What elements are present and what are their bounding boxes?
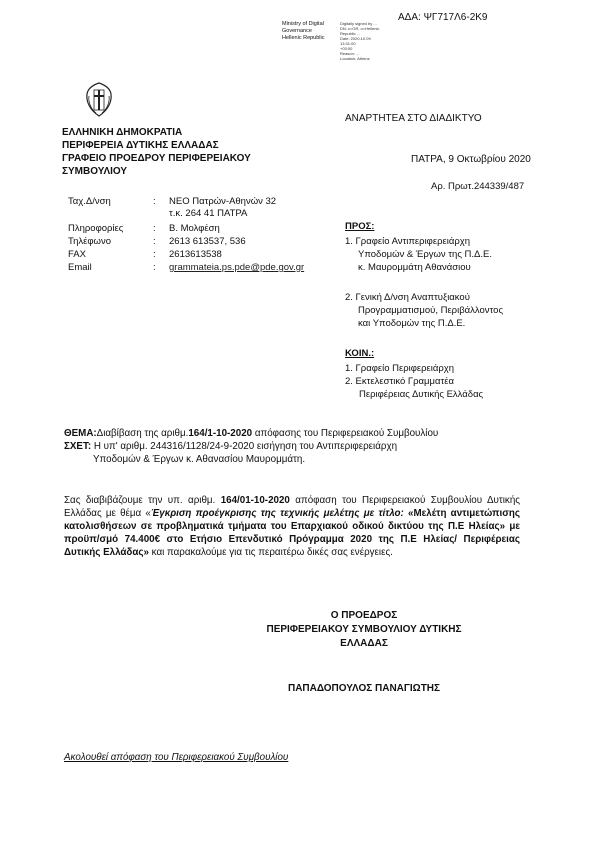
separator: : <box>153 249 156 260</box>
annex-note: Ακολουθεί απόφαση του Περιφερειακού Συμβουλίου <box>64 752 289 763</box>
separator: : <box>153 223 156 234</box>
stamp-line: Governance <box>282 28 312 34</box>
stamp-detail-line: DN: c=GR, o=Hellenic <box>340 26 380 31</box>
separator: : <box>153 262 156 273</box>
body-text-closing: και παρακαλούμε για τις περαιτέρω δικές σας ενέργειες. <box>148 547 393 558</box>
cc-item-2-line-1: 2. Εκτελεστικό Γραμματέα <box>345 376 454 387</box>
signature-stamp-issuer <box>282 21 338 42</box>
stamp-detail-line: Date: 2020.10.09 <box>340 36 371 41</box>
subject-decision-number: 164/1-10-2020 <box>188 428 253 439</box>
body-text-1: Σας διαβιβάζουμε την υπ. αριθμ. <box>64 495 221 506</box>
protocol-number: Αρ. Πρωτ.244339/487 <box>431 181 525 192</box>
greek-emblem-icon <box>84 82 114 118</box>
stamp-detail-line: +03:00 <box>340 46 353 51</box>
address-value-2: τ.κ. 264 41 ΠΑΤΡΑ <box>169 208 248 219</box>
recipient-2-line-3: και Υποδομών της Π.Δ.Ε. <box>358 318 466 329</box>
body-study-title: «Μελέτη αντιμετώπισης κατολισθήσεων σε προβληματικά τμήματα του Επαρχιακού οδικού δικτύου της Π.Ε Ηλείας» με προϋπ/σμό 74.400€ στο Ετήσιο Επενδυτικό Πρόγραμμα 2020 της Π.Ε Ηλείας/ Περιφέρειας Δυτικής Ελλάδας» <box>64 508 520 558</box>
signature-title-3: ΕΛΛΑΔΑΣ <box>340 638 388 649</box>
header-line-council: ΣΥΜΒΟΥΛΙΟΥ <box>62 166 128 177</box>
header-line-office: ΓΡΑΦΕΙΟ ΠΡΟΕΔΡΟΥ ΠΕΡΙΦΕΡΕΙΑΚΟΥ <box>62 153 251 164</box>
stamp-detail-line: 13:31:00 <box>340 41 356 46</box>
recipient-1-line-3: κ. Μαυρομμάτη Αθανάσιου <box>358 262 471 273</box>
info-label: Πληροφορίες <box>68 223 124 234</box>
stamp-detail-line: Republic ... <box>340 31 361 36</box>
subject-line <box>64 427 438 440</box>
body-decision-number: 164/01-10-2020 <box>220 495 290 506</box>
stamp-detail-line: Reason: ... <box>340 51 360 56</box>
cc-item-1: 1. Γραφείο Περιφερειάρχη <box>345 363 455 374</box>
cc-item-2-line-2: Περιφέρειας Δυτικής Ελλάδας <box>359 389 484 400</box>
cc-heading: ΚΟΙΝ.: <box>345 348 375 359</box>
info-value: Β. Μολφέση <box>169 223 220 234</box>
recipients-heading: ΠΡΟΣ: <box>345 221 375 232</box>
recipient-2-line-1: 2. Γενική Δ/νση Αναπτυξιακού <box>345 292 470 303</box>
recipient-1-line-1: 1. Γραφείο Αντιπεριφερειάρχη <box>345 236 470 247</box>
header-line-republic: ΕΛΛΗΝΙΚΗ ΔΗΜΟΚΡΑΤΙΑ <box>62 127 183 138</box>
ada-code: ΑΔΑ: ΨΓ717Λ6-2Κ9 <box>398 12 488 23</box>
reference-line <box>64 440 397 453</box>
body-paragraph <box>64 494 520 559</box>
reference-label: ΣΧΕΤ: <box>64 441 92 452</box>
subject-text-post: απόφασης του Περιφερειακού Συμβουλίου <box>252 428 439 439</box>
stamp-detail-line: Location: Athens <box>340 56 370 61</box>
signature-title-2: ΠΕΡΙΦΕΡΕΙΑΚΟΥ ΣΥΜΒΟΥΛΙΟΥ ΔΥΤΙΚΗΣ <box>266 624 462 635</box>
body-subject-title: Έγκριση προέγκρισης της τεχνικής μελέτης με τίτλο: <box>150 508 404 519</box>
place-date: ΠΑΤΡΑ, 9 Οκτωβρίου 2020 <box>411 154 531 165</box>
header-line-region: ΠΕΡΙΦΕΡΕΙΑ ΔΥΤΙΚΗΣ ΕΛΛΑΔΑΣ <box>62 140 219 151</box>
address-value: ΝΕΟ Πατρών-Αθηνών 32 <box>169 196 277 207</box>
phone-label: Τηλέφωνο <box>68 236 111 247</box>
stamp-line: Ministry of Digital <box>282 21 324 27</box>
recipient-2-line-2: Προγραμματισμού, Περιβάλλοντος <box>358 305 504 316</box>
recipient-1-line-2: Υποδομών & Έργων της Π.Δ.Ε. <box>358 249 492 260</box>
fax-label: FAX <box>68 249 86 260</box>
signature-title-1: Ο ΠΡΟΕΔΡΟΣ <box>330 610 398 621</box>
reference-line-2: Υποδομών & Έργων κ. Αθανασίου Μαυρομμάτη. <box>93 454 306 465</box>
separator: : <box>153 236 156 247</box>
stamp-detail-line: Digitally signed by ... <box>340 21 377 26</box>
address-label: Ταχ.Δ/νση <box>68 196 111 207</box>
signature-stamp-details <box>340 21 400 61</box>
stamp-line: Hellenic Republic <box>282 35 325 41</box>
email-link[interactable]: grammateia.ps.pde@pde.gov.gr <box>169 262 305 273</box>
body-text-2: απόφαση του Περιφερειακού Συμβουλίου Δυτικής Ελλάδας με θέμα « <box>64 495 520 519</box>
email-label: Email <box>68 262 92 273</box>
separator: : <box>153 196 156 207</box>
fax-value: 2613613538 <box>169 249 222 260</box>
subject-text-pre: Διαβίβαση της αριθμ. <box>96 428 189 439</box>
issuer-header <box>62 126 251 178</box>
posting-notice: ΑΝΑΡΤΗΤΕΑ ΣΤΟ ΔΙΑΔΙΚΤΥΟ <box>345 113 482 124</box>
signatory-name: ΠΑΠΑΔΟΠΟΥΛΟΣ ΠΑΝΑΓΙΩΤΗΣ <box>287 683 441 694</box>
reference-text: Η υπ' αριθμ. 244316/1128/24-9-2020 εισήγηση του Αντιπεριφερειάρχη <box>91 441 398 452</box>
subject-label: ΘΕΜΑ: <box>64 428 97 439</box>
phone-value: 2613 613537, 536 <box>169 236 246 247</box>
